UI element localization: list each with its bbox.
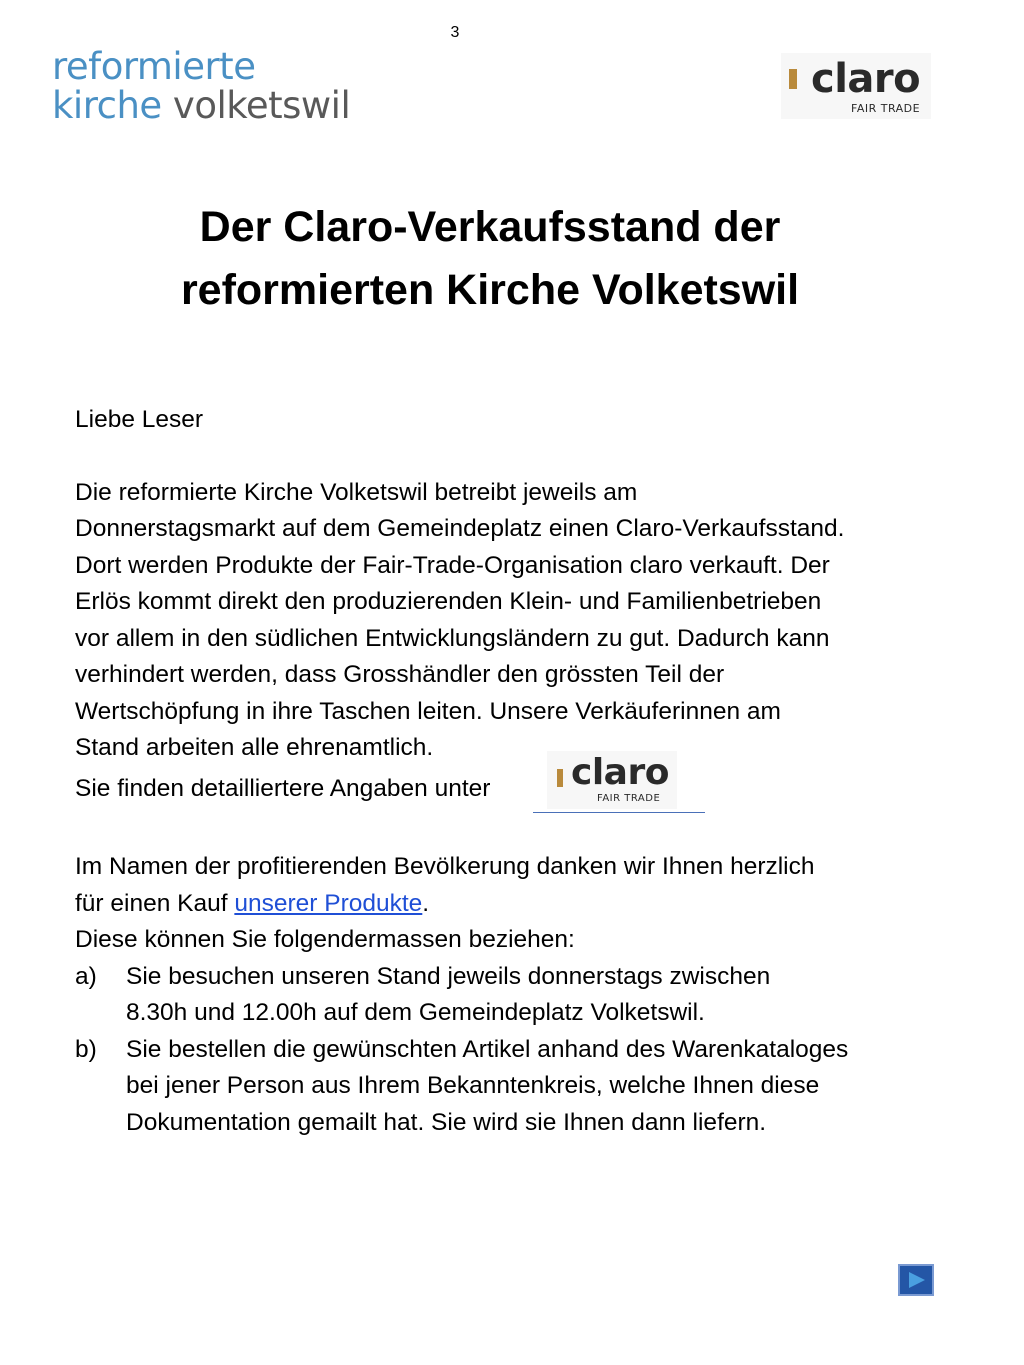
intro-line: Erlös kommt direkt den produzierenden Klein- und Familienbetrieben: [75, 588, 822, 615]
purchase-end: .: [422, 889, 430, 917]
intro-paragraph: [75, 475, 975, 767]
logo-line-1: reformierte: [52, 45, 256, 88]
intro-line: Dort werden Produkte der Fair-Trade-Organisation claro verkauft. Der: [75, 551, 830, 579]
list-item-line: Dokumentation gemailt hat. Sie wird sie Ihnen dann liefern.: [126, 1108, 767, 1136]
page-number: 3: [450, 24, 460, 41]
greeting: Liebe Leser: [75, 406, 204, 433]
intro-line: Donnerstagsmarkt auf dem Gemeindeplatz einen Claro-Verkaufsstand.: [75, 515, 845, 542]
list-item-line: Sie besuchen unseren Stand jeweils donnerstags zwischen: [126, 962, 771, 990]
document-body: [75, 402, 975, 1141]
list-marker: b): [75, 1035, 97, 1063]
intro-line: Die reformierte Kirche Volketswil betreibt jeweils am: [75, 478, 638, 506]
logo-word-volketswil: volketswil: [161, 84, 351, 127]
purchase-line: [75, 886, 975, 923]
logo-word-kirche: kirche: [52, 84, 162, 127]
title-line-2: reformierten Kirche Volketswil: [180, 266, 800, 314]
claro-logo-tagline: FAIR TRADE: [851, 102, 921, 115]
next-arrow-icon: [907, 1271, 927, 1289]
claro-inline-logo-link[interactable]: [547, 751, 677, 809]
details-line: [75, 751, 975, 808]
claro-inline-word: claro: [571, 751, 669, 793]
details-text: Sie finden detailliertere Angaben unter: [75, 774, 491, 802]
claro-logo-bar: [789, 69, 797, 89]
title-line-1: Der Claro-Verkaufsstand der: [199, 203, 781, 251]
logo-line-2: [52, 84, 351, 127]
list-item: [75, 1032, 975, 1142]
products-link[interactable]: unserer Produkte: [234, 889, 423, 917]
list-marker: a): [75, 962, 97, 990]
options-intro: Diese können Sie folgendermassen beziehen:: [75, 926, 575, 953]
thanks-line: Im Namen der profitierenden Bevölkerung danken wir Ihnen herzlich: [75, 853, 815, 880]
intro-line: Wertschöpfung in ihre Taschen leiten. Unsere Verkäuferinnen am: [75, 697, 781, 725]
page-title: [0, 196, 980, 322]
claro-logo-word: claro: [811, 56, 921, 102]
purchase-options-list: [75, 959, 975, 1142]
list-item-line: bei jener Person aus Ihrem Bekanntenkreis, welche Ihnen diese: [126, 1072, 820, 1099]
intro-line: verhindert werden, dass Grosshändler den grössten Teil der: [75, 661, 725, 688]
reformierte-kirche-logo: [52, 45, 351, 127]
list-item-line: Sie bestellen die gewünschten Artikel anhand des Warenkataloges: [126, 1035, 849, 1063]
claro-logo: [781, 53, 931, 119]
intro-line: vor allem in den südlichen Entwicklungsländern zu gut. Dadurch kann: [75, 624, 830, 652]
claro-link-underline: [533, 812, 705, 813]
claro-inline-tagline: FAIR TRADE: [597, 792, 661, 804]
purchase-text: für einen Kauf: [75, 889, 235, 917]
list-item-line: 8.30h und 12.00h auf dem Gemeindeplatz Volketswil.: [126, 999, 705, 1026]
claro-inline-bar: [557, 769, 563, 787]
intro-line: Stand arbeiten alle ehrenamtlich.: [75, 734, 434, 761]
next-slide-button[interactable]: [898, 1264, 934, 1296]
list-item: [75, 959, 975, 1032]
